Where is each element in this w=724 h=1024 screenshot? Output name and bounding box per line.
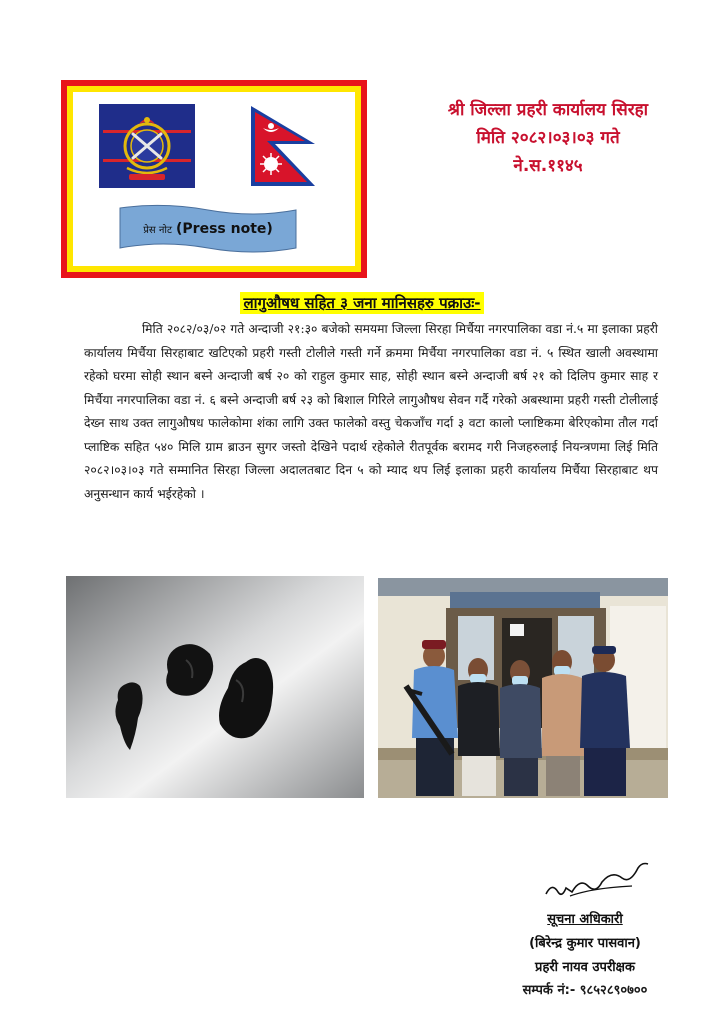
signatory-name: (बिरेन्द्र कुमार पासवान) bbox=[529, 936, 641, 951]
signature-mark bbox=[542, 858, 652, 904]
logo-frame bbox=[61, 80, 367, 278]
nepal-sambat-year: ने.स.११४५ bbox=[513, 156, 583, 176]
press-note-label bbox=[119, 204, 297, 254]
office-header bbox=[400, 96, 696, 180]
press-note-en: (Press note) bbox=[176, 221, 273, 237]
headline-wrap bbox=[0, 292, 724, 314]
arrest-photo bbox=[378, 578, 668, 798]
body-paragraph bbox=[84, 318, 658, 506]
headline: लागुऔषध सहित ३ जना मानिसहरु पक्राउः- bbox=[240, 292, 483, 314]
signatory-title: सूचना अधिकारी bbox=[547, 912, 623, 927]
nepal-flag-icon bbox=[249, 104, 319, 188]
nepal-police-emblem-icon bbox=[99, 104, 195, 188]
body-paragraph-text: मिति २०८२/०३/०२ गते अन्दाजी २१:३० बजेको समयमा जिल्ला सिरहा मिर्चैया नगरपालिका वडा नं.५ मा इलाका प्रहरी कार्यालय मिर्चैया सिरहाबाट खटिएको प्रहरी गस्ती टोलीले गस्ती गर्ने क्रममा मिर्चैया नगरपालिका वडा नं. ५ स्थित खाली अवस्थामा रहेको घरमा सोही स्थान बस्ने अन्दाजी बर्ष २० को राहुल कुमार साह, सोही स्थान बस्ने अन्दाजी बर्ष २१ को दिलिप कुमार साह र मिर्चैया नगरपालिका वडा नं. ६ बस्ने अन्दाजी बर्ष २३ को बिशाल गिरिले लागुऔषध सेवन गर्दै गरेको अबस्थामा प्रहरी गस्ती टोलीलाई देख्न साथ उक्त लागुऔषध फालेकोमा शंका लागि उक्त फालेको वस्तु चेकजाँच गर्दा ३ वटा कालो प्लाष्टिकमा बेरिएकोमा तौल गर्दा प्लाष्टिक सहित ५४० मिलि ग्राम ब्राउन सुगर जस्तो देखिने पदार्थ रहेकोले रीतपूर्वक बरामद गरी निजहरुलाई नियन्त्रणमा लिई मिति २०८२।०३।०३ गते सम्मानित सिरहा जिल्ला अदालतबाट दिन ५ को म्याद थप लिई इलाका प्रहरी कार्यालय मिर्चैया सिरहाबाट थप अनुसन्धान कार्य भईरहेको । bbox=[84, 322, 658, 501]
signatory-block bbox=[470, 908, 700, 980]
logo-frame-inner bbox=[67, 86, 361, 272]
signatory-contact: सम्पर्क नं:- ९८५२८९०७०० bbox=[522, 983, 648, 998]
press-note-np: प्रेस नोट bbox=[143, 225, 173, 236]
seized-items-photo bbox=[66, 576, 364, 798]
signatory-rank: प्रहरी नायव उपरीक्षक bbox=[535, 960, 635, 975]
office-name: श्री जिल्ला प्रहरी कार्यालय सिरहा bbox=[447, 100, 649, 120]
issue-date: मिति २०८२।०३।०३ गते bbox=[476, 128, 620, 148]
logo-panel bbox=[73, 92, 355, 266]
